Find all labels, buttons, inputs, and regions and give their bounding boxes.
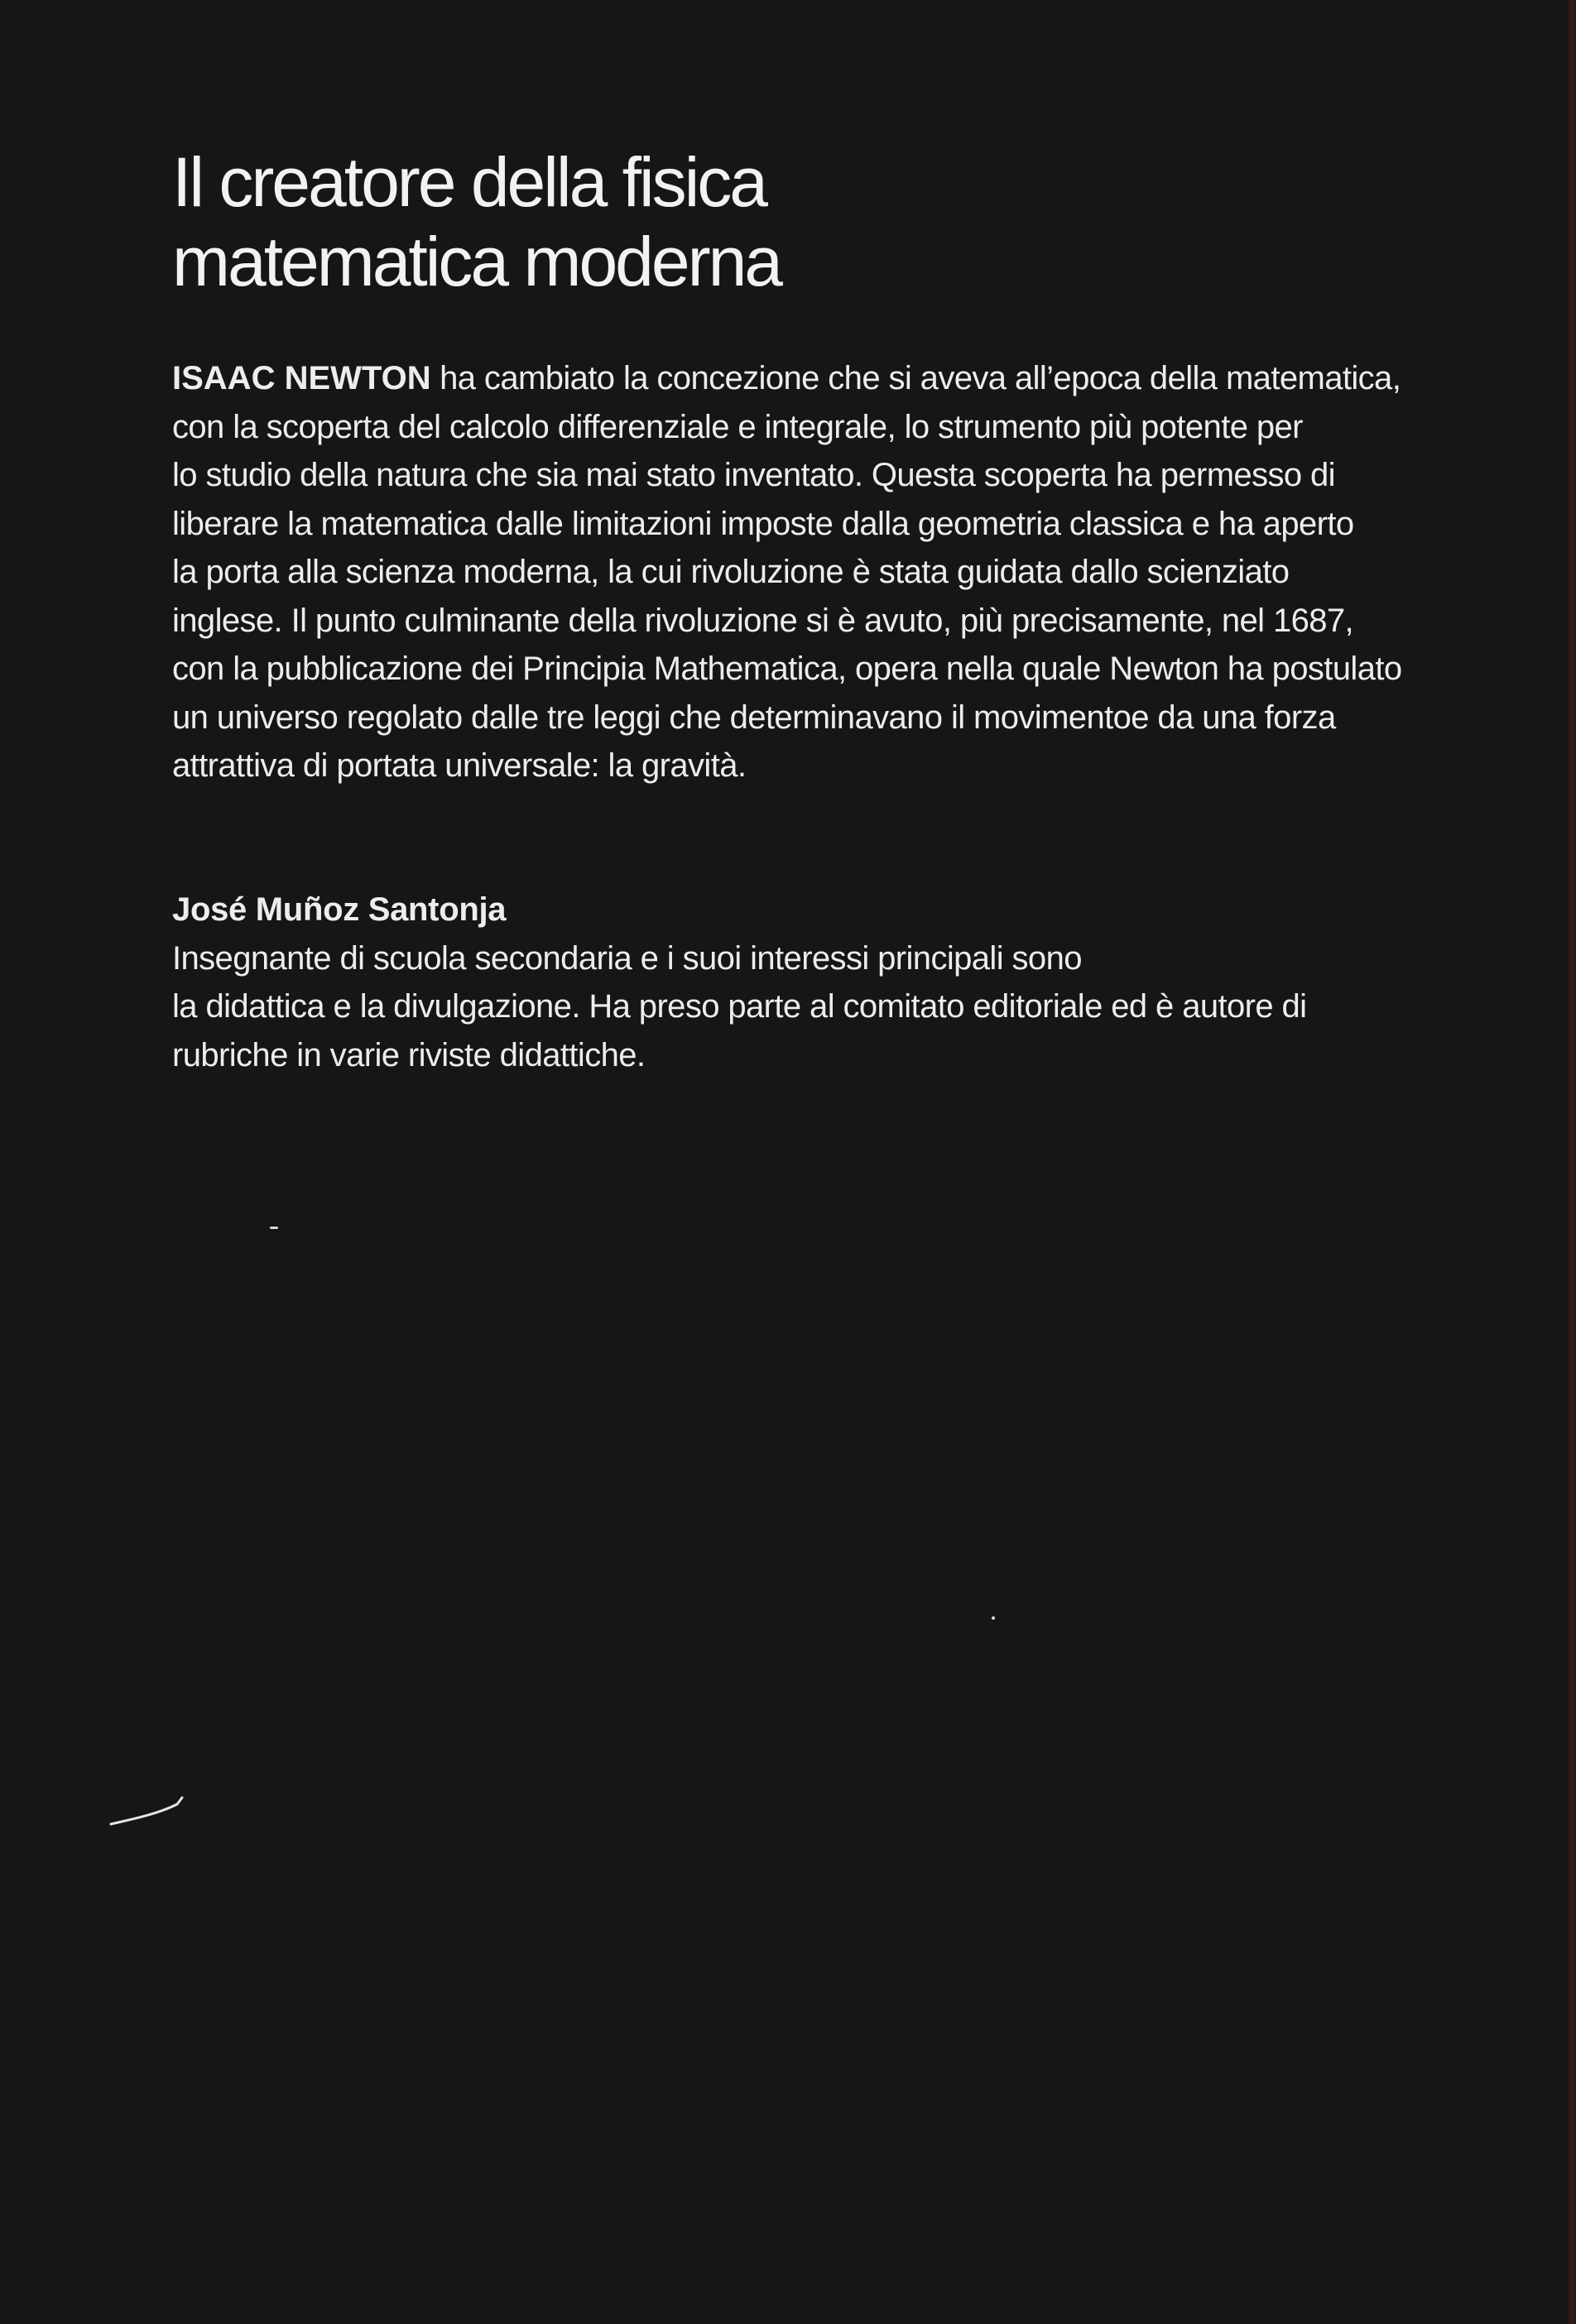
cover-title-line-1: Il creatore della fisica — [172, 143, 766, 221]
description-line: lo studio della natura che sia mai stato inventato. Questa scoperta ha permesso di — [172, 457, 1335, 493]
description-line: con la pubblicazione dei Principia Mathematica, opera nella quale Newton ha postulato — [172, 651, 1402, 687]
description-line — [172, 354, 1414, 403]
subject-name: ISAAC NEWTON — [172, 360, 431, 396]
scan-speck — [992, 1616, 995, 1620]
description-line: un universo regolato dalle tre leggi che determinavano il movimentoe da una forza — [172, 699, 1336, 736]
author-bio-line: la didattica e la divulgazione. Ha preso parte al comitato editoriale ed è autore di — [172, 988, 1307, 1025]
description-line: con la scoperta del calcolo differenziale e integrale, lo strumento più potente per — [172, 408, 1303, 445]
author-name: José Muñoz Santonja — [172, 891, 507, 928]
author-bio-line: rubriche in varie riviste didattiche. — [172, 1036, 646, 1073]
scan-scratch — [108, 1794, 187, 1827]
author-bio-line: Insegnante di scuola secondaria e i suoi interessi principali sono — [172, 939, 1082, 977]
description-line-text: ha cambiato la concezione che si aveva all’epoca della matematica, — [430, 360, 1401, 396]
description-line: attrattiva di portata universale: la gravità. — [172, 747, 747, 784]
description-line: la porta alla scienza moderna, la cui rivoluzione è stata guidata dallo scienziato — [172, 554, 1290, 590]
description-line: liberare la matematica dalle limitazioni imposte dalla geometria classica e ha aperto — [172, 505, 1354, 542]
cover-title-line-2: matematica moderna — [172, 223, 781, 300]
description-line: inglese. Il punto culminante della rivoluzione si è avuto, più precisamente, nel 1687, — [172, 602, 1354, 639]
scan-speck — [270, 1227, 278, 1229]
author-section — [172, 886, 1414, 1079]
description-paragraph — [172, 354, 1414, 790]
cover-edge — [1568, 0, 1576, 2324]
cover-title — [172, 142, 1248, 301]
